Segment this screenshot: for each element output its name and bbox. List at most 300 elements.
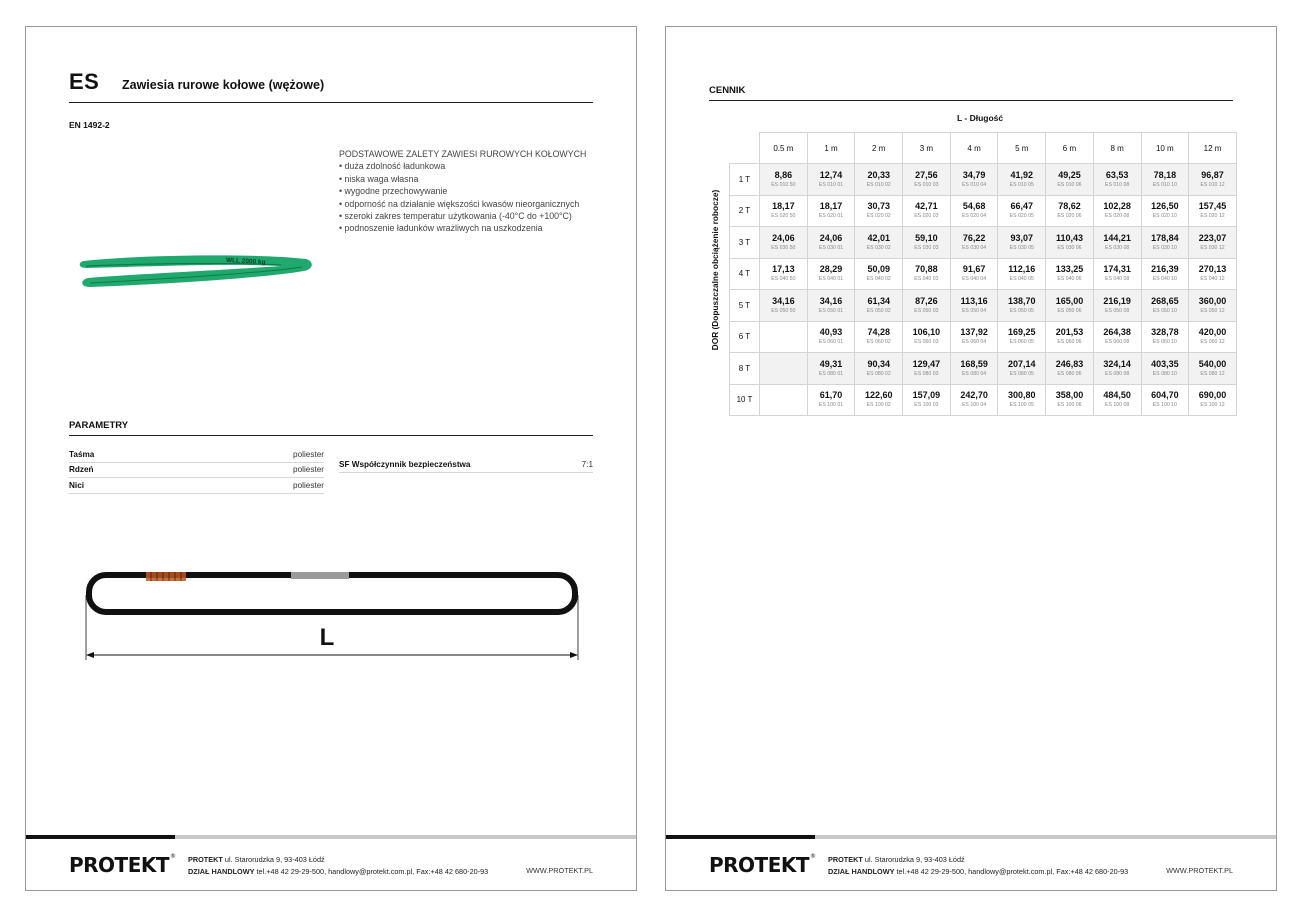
price-cell: [1093, 384, 1141, 416]
price-cell: [950, 353, 998, 385]
price-cell: [1046, 258, 1094, 290]
price-cell: [1046, 321, 1094, 353]
product-code: ES 060 01: [818, 339, 844, 346]
sling-length-diagram: [81, 567, 581, 667]
price-cell: [903, 227, 951, 259]
price-value: 78,18: [1153, 169, 1177, 180]
logo-text: PROTEKT: [709, 853, 810, 877]
length-column-header: 4 m: [950, 133, 998, 164]
parameter-row: [69, 447, 324, 463]
price-cell: [1141, 290, 1189, 322]
price-value: 157,09: [912, 390, 941, 401]
price-page: [665, 26, 1277, 891]
parameter-value: poliester: [293, 480, 324, 490]
price-cell: [855, 258, 903, 290]
logo-text: PROTEKT: [69, 853, 170, 877]
price-value: 74,28: [867, 327, 890, 338]
price-cell: [855, 164, 903, 196]
price-cell: [903, 290, 951, 322]
product-code: ES 050 10: [1152, 307, 1177, 314]
price-cell: [760, 290, 808, 322]
advantage-item: • duża zdolność ładunkowa: [339, 160, 586, 172]
product-code: ES 030 10: [1152, 244, 1177, 251]
price-cell: [998, 321, 1046, 353]
price-value: 169,25: [1008, 327, 1036, 338]
product-code: ES 060 02: [866, 339, 891, 346]
price-value: 420,00: [1198, 327, 1227, 338]
parameters-table: [69, 447, 324, 494]
price-value: 24,06: [819, 232, 843, 243]
product-code: ES 030 05: [1009, 244, 1034, 251]
footer-address: [188, 854, 488, 878]
length-column-header: 12 m: [1189, 133, 1237, 164]
safety-factor-row: [339, 457, 593, 473]
price-value: 17,13: [772, 264, 795, 275]
parameter-value: poliester: [293, 449, 324, 459]
footer-website[interactable]: WWW.PROTEKT.PL: [1166, 866, 1233, 875]
price-cell: [1141, 321, 1189, 353]
footer-street: ul. Starorudzka 9, 93-403 Łódź: [224, 855, 325, 864]
price-value: 300,80: [1008, 390, 1036, 401]
length-symbol: L: [319, 624, 335, 651]
product-code: ES 040 08: [1105, 276, 1130, 283]
length-column-header: 1 m: [807, 133, 855, 164]
price-cell: [950, 290, 998, 322]
title-rule: [69, 102, 593, 103]
price-cell: [760, 321, 808, 353]
price-cell: [998, 290, 1046, 322]
length-header-row: [730, 133, 1237, 164]
product-code: ES 060 10: [1152, 339, 1177, 346]
price-cell: [1046, 384, 1094, 416]
price-value: 49,31: [819, 358, 843, 369]
price-value: 96,87: [1201, 169, 1224, 180]
product-code: ES 050 03: [914, 307, 939, 314]
price-cell: [1046, 290, 1094, 322]
price-value: 207,14: [1008, 358, 1036, 369]
length-column-header: 3 m: [903, 133, 951, 164]
dimension-arrow-left: [86, 652, 94, 658]
footer-company: PROTEKT: [188, 855, 223, 864]
price-value: 61,70: [819, 390, 843, 401]
price-value: 34,16: [772, 295, 795, 306]
price-row: [730, 321, 1237, 353]
parameter-value: poliester: [293, 465, 324, 475]
price-row: [730, 290, 1237, 322]
price-value: 42,01: [867, 232, 890, 243]
price-cell: [1046, 195, 1094, 227]
product-code: ES 100 12: [1200, 402, 1225, 409]
product-code: ES 010 06: [1057, 181, 1082, 188]
price-cell: [1046, 353, 1094, 385]
product-code: ES 020 01: [818, 213, 844, 220]
price-row: [730, 353, 1237, 385]
product-code: ES 050 04: [961, 307, 987, 314]
price-value: 484,50: [1103, 390, 1131, 401]
product-code: ES 100 01: [818, 402, 844, 409]
product-code: ES 040 02: [866, 276, 891, 283]
price-cell: [855, 195, 903, 227]
price-cell: [1093, 353, 1141, 385]
price-cell: [1189, 321, 1237, 353]
price-value: 144,21: [1103, 232, 1131, 243]
product-code: ES 010 50: [771, 181, 796, 188]
price-row: [730, 195, 1237, 227]
price-cell: [1189, 384, 1237, 416]
product-code: ES 040 01: [818, 276, 844, 283]
price-cell: [903, 384, 951, 416]
price-cell: [760, 227, 808, 259]
length-header: L - Długość: [957, 113, 1004, 123]
product-code: ES 050 01: [818, 307, 844, 314]
price-cell: [855, 290, 903, 322]
price-cell: [807, 227, 855, 259]
product-code: ES 080 08: [1105, 370, 1130, 377]
price-value: 34,16: [819, 295, 843, 306]
parameter-label: Taśma: [69, 449, 95, 459]
price-cell: [1141, 258, 1189, 290]
price-cell: [1093, 258, 1141, 290]
price-value: 40,93: [819, 327, 843, 338]
safety-factor-value: 7:1: [581, 459, 593, 469]
product-code: ES 080 10: [1152, 370, 1177, 377]
price-value: 87,26: [915, 295, 938, 306]
product-code: ES 100 03: [914, 402, 939, 409]
price-cell: [855, 227, 903, 259]
footer-address: [828, 854, 1128, 878]
product-code: ES: [69, 69, 100, 94]
price-cell: [807, 258, 855, 290]
price-value: 178,84: [1151, 232, 1179, 243]
price-cell: [855, 384, 903, 416]
price-cell: [855, 321, 903, 353]
price-cell: [1093, 321, 1141, 353]
length-column-header: 8 m: [1093, 133, 1141, 164]
product-code: ES 060 04: [961, 339, 987, 346]
company-logo: PROTEKT®: [69, 853, 176, 877]
advantages-heading: PODSTAWOWE ZALETY ZAWIESI RUROWYCH KOŁOWYCH: [339, 149, 587, 159]
company-logo: PROTEKT®: [709, 853, 816, 877]
price-value: 113,16: [960, 295, 988, 306]
price-value: 18,17: [772, 201, 795, 212]
load-row-label: 8 T: [730, 353, 760, 385]
product-code: ES 100 08: [1105, 402, 1130, 409]
product-code: ES 100 05: [1009, 402, 1034, 409]
price-cell: [998, 227, 1046, 259]
product-code: ES 030 01: [818, 244, 844, 251]
price-cell: [855, 353, 903, 385]
price-value: 61,34: [867, 295, 890, 306]
sling-joint-marking: [291, 572, 349, 579]
price-value: 66,47: [1010, 201, 1034, 212]
price-cell: [1189, 258, 1237, 290]
product-code: ES 020 08: [1105, 213, 1130, 220]
price-cell: [1093, 195, 1141, 227]
price-value: 403,35: [1151, 358, 1179, 369]
price-value: 90,34: [867, 358, 890, 369]
price-table-body: [730, 164, 1237, 416]
product-code: ES 010 05: [1009, 181, 1034, 188]
price-value: 63,53: [1105, 169, 1129, 180]
load-row-label: 6 T: [730, 321, 760, 353]
price-cell: [950, 258, 998, 290]
product-code: ES 080 01: [818, 370, 844, 377]
product-code: ES 040 10: [1152, 276, 1177, 283]
price-value: 20,33: [867, 169, 890, 180]
price-value: 690,00: [1198, 390, 1227, 401]
product-code: ES 020 02: [866, 213, 891, 220]
product-code: ES 030 04: [961, 244, 987, 251]
parameter-label: Nici: [69, 480, 85, 490]
product-code: ES 100 06: [1057, 402, 1082, 409]
price-value: 112,16: [1008, 264, 1036, 275]
price-value: 18,17: [819, 201, 843, 212]
price-value: 30,73: [867, 201, 890, 212]
price-list-rule: [709, 100, 1233, 101]
price-table: [729, 132, 1237, 416]
price-cell: [1046, 227, 1094, 259]
load-row-label: 5 T: [730, 290, 760, 322]
price-cell: [760, 384, 808, 416]
footer-dept: DZIAŁ HANDLOWY: [188, 867, 255, 876]
product-code: ES 020 50: [771, 213, 796, 220]
product-code: ES 060 05: [1009, 339, 1034, 346]
price-cell: [950, 384, 998, 416]
product-code: ES 010 12: [1200, 181, 1225, 188]
product-title: Zawiesia rurowe kołowe (wężowe): [122, 78, 325, 92]
product-code: ES 010 03: [914, 181, 939, 188]
footer-website[interactable]: WWW.PROTEKT.PL: [526, 866, 593, 875]
price-cell: [1141, 227, 1189, 259]
price-cell: [1189, 290, 1237, 322]
product-code: ES 030 50: [771, 244, 796, 251]
product-code: ES 050 08: [1105, 307, 1130, 314]
product-code: ES 100 10: [1152, 402, 1177, 409]
product-code: ES 020 06: [1057, 213, 1082, 220]
price-value: 106,10: [912, 327, 941, 338]
price-cell: [807, 321, 855, 353]
sling-photo: [76, 249, 316, 293]
footer-bar-accent: [26, 835, 175, 839]
product-code: ES 040 04: [961, 276, 987, 283]
product-code: ES 040 06: [1057, 276, 1082, 283]
length-column-header: 2 m: [855, 133, 903, 164]
footer-street: ul. Starorudzka 9, 93-403 Łódź: [864, 855, 965, 864]
price-value: 42,71: [915, 201, 938, 212]
price-cell: [998, 353, 1046, 385]
advantage-item: • wygodne przechowywanie: [339, 185, 586, 197]
price-value: 59,10: [915, 232, 938, 243]
footer-bar: [815, 835, 1277, 839]
price-cell: [807, 164, 855, 196]
price-list-title: CENNIK: [709, 85, 746, 96]
price-value: 165,00: [1055, 295, 1084, 306]
dimension-arrow-right: [570, 652, 578, 658]
price-value: 246,83: [1055, 358, 1084, 369]
price-value: 27,56: [915, 169, 938, 180]
product-code: ES 020 10: [1152, 213, 1177, 220]
price-value: 12,74: [819, 169, 843, 180]
price-cell: [760, 353, 808, 385]
load-row-label: 3 T: [730, 227, 760, 259]
price-cell: [1189, 353, 1237, 385]
product-code: ES 050 06: [1057, 307, 1082, 314]
price-cell: [903, 195, 951, 227]
price-value: 91,67: [962, 264, 986, 275]
footer-bar-accent: [666, 835, 815, 839]
product-code: ES 010 08: [1105, 181, 1130, 188]
product-code: ES 050 05: [1009, 307, 1034, 314]
price-value: 270,13: [1198, 264, 1227, 275]
product-code: ES 020 12: [1200, 213, 1225, 220]
price-value: 138,70: [1008, 295, 1036, 306]
product-code: ES 100 02: [866, 402, 891, 409]
advantage-item: • odporność na działanie większości kwasów nieorganicznych: [339, 198, 586, 210]
price-cell: [1093, 164, 1141, 196]
product-code: ES 060 06: [1057, 339, 1082, 346]
price-cell: [998, 164, 1046, 196]
parameter-row: [69, 463, 324, 479]
price-value: 216,19: [1103, 295, 1131, 306]
product-code: ES 040 50: [771, 276, 796, 283]
product-code: ES 010 04: [961, 181, 987, 188]
price-value: 102,28: [1103, 201, 1131, 212]
product-code: ES 060 03: [914, 339, 939, 346]
price-cell: [903, 321, 951, 353]
sling-wll-label: WLL 2000 kg: [225, 256, 266, 267]
advantages-list: [339, 148, 586, 235]
product-code: ES 040 05: [1009, 276, 1034, 283]
price-cell: [1093, 290, 1141, 322]
price-cell: [760, 195, 808, 227]
product-code: ES 080 02: [866, 370, 891, 377]
price-cell: [998, 195, 1046, 227]
product-code: ES 100 04: [961, 402, 987, 409]
parameters-rule: [69, 435, 593, 436]
price-value: 604,70: [1151, 390, 1179, 401]
footer-contact: tel.+48 42 29-29-500, handlowy@protekt.com.pl, Fax:+48 42 680-20-93: [256, 867, 489, 876]
price-value: 174,31: [1103, 264, 1131, 275]
price-cell: [807, 195, 855, 227]
product-code: ES 080 03: [914, 370, 939, 377]
price-value: 24,06: [772, 232, 795, 243]
price-value: 110,43: [1055, 232, 1083, 243]
price-value: 540,00: [1198, 358, 1227, 369]
price-value: 54,68: [962, 201, 986, 212]
advantage-item: • szeroki zakres temperatur użytkowania (-40°C do +100°C): [339, 210, 586, 222]
product-code: ES 030 02: [866, 244, 891, 251]
footer-dept: DZIAŁ HANDLOWY: [828, 867, 895, 876]
price-row: [730, 164, 1237, 196]
price-value: 70,88: [915, 264, 938, 275]
price-value: 76,22: [962, 232, 986, 243]
price-cell: [950, 164, 998, 196]
advantage-item: • niska waga własna: [339, 173, 586, 185]
price-value: 93,07: [1010, 232, 1034, 243]
price-cell: [903, 353, 951, 385]
price-value: 133,25: [1055, 264, 1084, 275]
price-cell: [1093, 227, 1141, 259]
price-cell: [998, 258, 1046, 290]
footer-bar: [175, 835, 637, 839]
price-value: 8,86: [774, 169, 793, 180]
price-row: [730, 258, 1237, 290]
product-code: ES 010 01: [818, 181, 844, 188]
table-corner: [730, 133, 760, 164]
product-code: ES 040 12: [1200, 276, 1225, 283]
price-cell: [903, 164, 951, 196]
price-cell: [1189, 195, 1237, 227]
price-cell: [807, 353, 855, 385]
safety-factor-label: SF Współczynnik bezpieczeństwa: [339, 459, 471, 469]
price-row: [730, 227, 1237, 259]
price-value: 78,62: [1058, 201, 1081, 212]
product-code: ES 010 10: [1152, 181, 1177, 188]
price-value: 137,92: [960, 327, 988, 338]
footer-contact: tel.+48 42 29-29-500, handlowy@protekt.com.pl, Fax:+48 42 680-20-93: [896, 867, 1129, 876]
product-code: ES 020 04: [961, 213, 987, 220]
price-value: 216,39: [1151, 264, 1179, 275]
price-value: 28,29: [819, 264, 843, 275]
price-cell: [1189, 164, 1237, 196]
product-code: ES 010 02: [866, 181, 891, 188]
price-value: 34,79: [962, 169, 986, 180]
price-cell: [950, 195, 998, 227]
price-value: 358,00: [1055, 390, 1084, 401]
price-row: [730, 384, 1237, 416]
product-code: ES 030 12: [1200, 244, 1225, 251]
product-code: ES 050 12: [1200, 307, 1225, 314]
product-code: ES 080 04: [961, 370, 987, 377]
price-cell: [760, 164, 808, 196]
price-cell: [1141, 195, 1189, 227]
product-code: ES 030 03: [914, 244, 939, 251]
price-cell: [1046, 164, 1094, 196]
parameters-title: PARAMETRY: [69, 420, 129, 431]
product-code: ES 050 02: [866, 307, 891, 314]
parameter-label: Rdzeń: [69, 465, 94, 475]
product-code: ES 080 12: [1200, 370, 1225, 377]
price-cell: [998, 384, 1046, 416]
length-column-header: 6 m: [1046, 133, 1094, 164]
price-cell: [950, 227, 998, 259]
price-cell: [807, 290, 855, 322]
price-value: 268,65: [1151, 295, 1179, 306]
price-value: 328,78: [1151, 327, 1179, 338]
price-value: 50,09: [867, 264, 890, 275]
product-code: ES 050 50: [771, 307, 796, 314]
price-value: 129,47: [912, 358, 941, 369]
price-value: 41,92: [1010, 169, 1034, 180]
price-value: 126,50: [1151, 201, 1179, 212]
footer-company: PROTEKT: [828, 855, 863, 864]
price-value: 223,07: [1198, 232, 1227, 243]
price-value: 324,14: [1103, 358, 1131, 369]
load-row-label: 1 T: [730, 164, 760, 196]
price-cell: [1189, 227, 1237, 259]
load-row-label: 2 T: [730, 195, 760, 227]
advantage-item: • podnoszenie ładunków wrażliwych na uszkodzenia: [339, 222, 586, 234]
price-cell: [950, 321, 998, 353]
price-cell: [760, 258, 808, 290]
length-column-header: 0.5 m: [760, 133, 808, 164]
price-value: 264,38: [1103, 327, 1131, 338]
price-value: 360,00: [1198, 295, 1227, 306]
product-code: ES 040 03: [914, 276, 939, 283]
label-tag-marking: [146, 572, 186, 581]
price-cell: [903, 258, 951, 290]
length-column-header: 5 m: [998, 133, 1046, 164]
